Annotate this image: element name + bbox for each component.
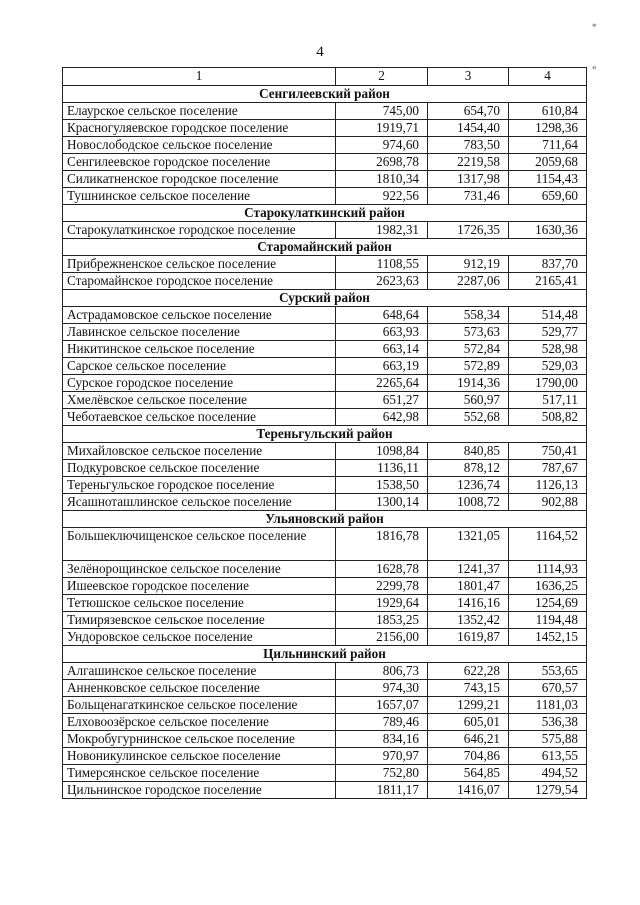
- value-cell-col3: 704,86: [428, 748, 509, 765]
- table-row: [63, 714, 587, 731]
- settlement-name-cell: Алгашинское сельское поселение: [63, 663, 336, 680]
- margin-mark-mid: «: [592, 62, 597, 72]
- table-row: [63, 307, 587, 324]
- settlement-name-cell: Красногуляевское городское поселение: [63, 120, 336, 137]
- region-header-row: [63, 646, 587, 663]
- table-row: [63, 120, 587, 137]
- value-cell-col4: 2165,41: [509, 273, 587, 290]
- settlement-name-cell: Сурское городское поселение: [63, 375, 336, 392]
- settlement-name-cell: Тетюшское сельское поселение: [63, 595, 336, 612]
- value-cell-col3: 560,97: [428, 392, 509, 409]
- value-cell-col2: 1810,34: [336, 171, 428, 188]
- value-cell-col3: 572,89: [428, 358, 509, 375]
- region-name: Старокулаткинский район: [63, 205, 587, 222]
- settlement-name-cell: Прибрежненское сельское поселение: [63, 256, 336, 273]
- column-header: 2: [336, 68, 428, 86]
- value-cell-col3: 1321,05: [428, 528, 509, 561]
- table-row: [63, 680, 587, 697]
- value-cell-col4: 2059,68: [509, 154, 587, 171]
- value-cell-col4: 902,88: [509, 494, 587, 511]
- value-cell-col2: 1816,78: [336, 528, 428, 561]
- value-cell-col4: 1114,93: [509, 561, 587, 578]
- value-cell-col2: 651,27: [336, 392, 428, 409]
- value-cell-col4: 837,70: [509, 256, 587, 273]
- value-cell-col2: 974,60: [336, 137, 428, 154]
- settlement-name-cell: Тимерсянское сельское поселение: [63, 765, 336, 782]
- value-cell-col2: 974,30: [336, 680, 428, 697]
- table-row: [63, 256, 587, 273]
- column-header: 3: [428, 68, 509, 86]
- value-cell-col4: 1452,15: [509, 629, 587, 646]
- value-cell-col2: 1811,17: [336, 782, 428, 799]
- value-cell-col2: 2265,64: [336, 375, 428, 392]
- header-row: [63, 68, 587, 86]
- value-cell-col2: 806,73: [336, 663, 428, 680]
- settlement-name-cell: Зелёнорощинское сельское поселение: [63, 561, 336, 578]
- value-cell-col3: 1914,36: [428, 375, 509, 392]
- value-cell-col2: 648,64: [336, 307, 428, 324]
- table-row: [63, 273, 587, 290]
- table-row: [63, 154, 587, 171]
- table-row: [63, 477, 587, 494]
- settlement-name-cell: Астрадамовское сельское поселение: [63, 307, 336, 324]
- value-cell-col3: 564,85: [428, 765, 509, 782]
- region-name: Цильнинский район: [63, 646, 587, 663]
- table-row: [63, 341, 587, 358]
- value-cell-col4: 610,84: [509, 103, 587, 120]
- settlement-name-cell: Подкуровское сельское поселение: [63, 460, 336, 477]
- value-cell-col2: 663,19: [336, 358, 428, 375]
- value-cell-col3: 912,19: [428, 256, 509, 273]
- table-row: [63, 731, 587, 748]
- settlement-name-cell: Никитинское сельское поселение: [63, 341, 336, 358]
- value-cell-col4: 529,77: [509, 324, 587, 341]
- value-cell-col4: 750,41: [509, 443, 587, 460]
- value-cell-col4: 1298,36: [509, 120, 587, 137]
- value-cell-col3: 1008,72: [428, 494, 509, 511]
- table-row: [63, 460, 587, 477]
- value-cell-col4: 670,57: [509, 680, 587, 697]
- value-cell-col2: 1853,25: [336, 612, 428, 629]
- settlement-name-cell: Ундоровское сельское поселение: [63, 629, 336, 646]
- value-cell-col3: 558,34: [428, 307, 509, 324]
- table-row: [63, 663, 587, 680]
- value-cell-col3: 1726,35: [428, 222, 509, 239]
- table-row: [63, 324, 587, 341]
- value-cell-col4: 711,64: [509, 137, 587, 154]
- value-cell-col3: 743,15: [428, 680, 509, 697]
- table-row: [63, 358, 587, 375]
- value-cell-col4: 529,03: [509, 358, 587, 375]
- value-cell-col4: 508,82: [509, 409, 587, 426]
- settlement-name-cell: Михайловское сельское поселение: [63, 443, 336, 460]
- table-row: [63, 782, 587, 799]
- value-cell-col4: 575,88: [509, 731, 587, 748]
- region-header-row: [63, 290, 587, 307]
- value-cell-col3: 1317,98: [428, 171, 509, 188]
- value-cell-col2: 1657,07: [336, 697, 428, 714]
- settlement-name-cell: Сенгилеевское городское поселение: [63, 154, 336, 171]
- settlement-name-cell: Лавинское сельское поселение: [63, 324, 336, 341]
- margin-mark-top: *: [592, 22, 597, 32]
- value-cell-col2: 834,16: [336, 731, 428, 748]
- value-cell-col2: 745,00: [336, 103, 428, 120]
- table-row: [63, 222, 587, 239]
- table-row: [63, 375, 587, 392]
- table-row: [63, 443, 587, 460]
- value-cell-col4: 1636,25: [509, 578, 587, 595]
- settlement-name-cell: Мокробугурнинское сельское поселение: [63, 731, 336, 748]
- table-row: [63, 171, 587, 188]
- table-row: [63, 612, 587, 629]
- table-row: [63, 409, 587, 426]
- value-cell-col3: 2219,58: [428, 154, 509, 171]
- value-cell-col2: 663,14: [336, 341, 428, 358]
- value-cell-col4: 613,55: [509, 748, 587, 765]
- settlement-name-cell: Новослободское сельское поселение: [63, 137, 336, 154]
- value-cell-col4: 1254,69: [509, 595, 587, 612]
- settlement-name-cell: Хмелёвское сельское поселение: [63, 392, 336, 409]
- value-cell-col3: 1619,87: [428, 629, 509, 646]
- value-cell-col3: 1241,37: [428, 561, 509, 578]
- value-cell-col3: 1454,40: [428, 120, 509, 137]
- region-header-row: [63, 426, 587, 443]
- value-cell-col2: 1982,31: [336, 222, 428, 239]
- table-row: [63, 103, 587, 120]
- value-cell-col3: 646,21: [428, 731, 509, 748]
- region-header-row: [63, 511, 587, 528]
- table-row: [63, 697, 587, 714]
- value-cell-col2: 663,93: [336, 324, 428, 341]
- value-cell-col2: 1136,11: [336, 460, 428, 477]
- page-number: 4: [316, 44, 324, 60]
- region-header-row: [63, 86, 587, 103]
- settlement-name-cell: Ишеевское городское поселение: [63, 578, 336, 595]
- value-cell-col4: 1164,52: [509, 528, 587, 561]
- value-cell-col4: 659,60: [509, 188, 587, 205]
- value-cell-col3: 1801,47: [428, 578, 509, 595]
- settlement-name-cell: Большеключищенское сельское поселение: [63, 528, 336, 561]
- value-cell-col4: 494,52: [509, 765, 587, 782]
- table-row: [63, 595, 587, 612]
- value-cell-col4: 787,67: [509, 460, 587, 477]
- settlement-name-cell: Ясашноташлинское сельское поселение: [63, 494, 336, 511]
- settlement-name-cell: Больщенагаткинское сельское поселение: [63, 697, 336, 714]
- data-table: [62, 67, 587, 799]
- value-cell-col2: 2623,63: [336, 273, 428, 290]
- column-header: 1: [63, 68, 336, 86]
- table-row: [63, 392, 587, 409]
- value-cell-col2: 1919,71: [336, 120, 428, 137]
- region-header-row: [63, 205, 587, 222]
- value-cell-col4: 1279,54: [509, 782, 587, 799]
- settlement-name-cell: Старомайнское городское поселение: [63, 273, 336, 290]
- table-row: [63, 494, 587, 511]
- value-cell-col2: 2299,78: [336, 578, 428, 595]
- value-cell-col4: 1790,00: [509, 375, 587, 392]
- settlement-name-cell: Анненковское сельское поселение: [63, 680, 336, 697]
- settlement-name-cell: Елаурское сельское поселение: [63, 103, 336, 120]
- region-name: Сенгилеевский район: [63, 86, 587, 103]
- value-cell-col4: 1181,03: [509, 697, 587, 714]
- region-name: Старомайнский район: [63, 239, 587, 256]
- value-cell-col2: 2698,78: [336, 154, 428, 171]
- value-cell-col4: 536,38: [509, 714, 587, 731]
- settlement-name-cell: Цильнинское городское поселение: [63, 782, 336, 799]
- value-cell-col3: 622,28: [428, 663, 509, 680]
- value-cell-col2: 1098,84: [336, 443, 428, 460]
- region-header-row: [63, 239, 587, 256]
- settlement-name-cell: Тимирязевское сельское поселение: [63, 612, 336, 629]
- value-cell-col2: 1538,50: [336, 477, 428, 494]
- value-cell-col3: 878,12: [428, 460, 509, 477]
- settlement-name-cell: Новоникулинское сельское поселение: [63, 748, 336, 765]
- value-cell-col2: 642,98: [336, 409, 428, 426]
- value-cell-col3: 2287,06: [428, 273, 509, 290]
- table-body: [63, 86, 587, 799]
- table-row: [63, 188, 587, 205]
- value-cell-col2: 970,97: [336, 748, 428, 765]
- value-cell-col4: 1126,13: [509, 477, 587, 494]
- value-cell-col3: 573,63: [428, 324, 509, 341]
- settlement-name-cell: Старокулаткинское городское поселение: [63, 222, 336, 239]
- value-cell-col2: 1108,55: [336, 256, 428, 273]
- value-cell-col3: 654,70: [428, 103, 509, 120]
- value-cell-col3: 1236,74: [428, 477, 509, 494]
- table-row: [63, 765, 587, 782]
- settlement-name-cell: Елховоозёрское сельское поселение: [63, 714, 336, 731]
- value-cell-col4: 553,65: [509, 663, 587, 680]
- settlement-name-cell: Тереньгульское городское поселение: [63, 477, 336, 494]
- value-cell-col3: 731,46: [428, 188, 509, 205]
- region-name: Сурский район: [63, 290, 587, 307]
- value-cell-col2: 1628,78: [336, 561, 428, 578]
- value-cell-col3: 605,01: [428, 714, 509, 731]
- value-cell-col3: 783,50: [428, 137, 509, 154]
- value-cell-col3: 572,84: [428, 341, 509, 358]
- value-cell-col3: 552,68: [428, 409, 509, 426]
- table-row: [63, 528, 587, 561]
- settlement-name-cell: Силикатненское городское поселение: [63, 171, 336, 188]
- settlement-name-cell: Тушнинское сельское поселение: [63, 188, 336, 205]
- column-header: 4: [509, 68, 587, 86]
- region-name: Тереньгульский район: [63, 426, 587, 443]
- settlement-name-cell: Сарское сельское поселение: [63, 358, 336, 375]
- value-cell-col3: 1299,21: [428, 697, 509, 714]
- value-cell-col4: 1194,48: [509, 612, 587, 629]
- table-row: [63, 137, 587, 154]
- table-row: [63, 578, 587, 595]
- table-row: [63, 561, 587, 578]
- table-row: [63, 629, 587, 646]
- value-cell-col4: 1630,36: [509, 222, 587, 239]
- value-cell-col3: 840,85: [428, 443, 509, 460]
- value-cell-col4: 528,98: [509, 341, 587, 358]
- value-cell-col4: 514,48: [509, 307, 587, 324]
- value-cell-col2: 2156,00: [336, 629, 428, 646]
- region-name: Ульяновский район: [63, 511, 587, 528]
- value-cell-col3: 1416,16: [428, 595, 509, 612]
- value-cell-col2: 1300,14: [336, 494, 428, 511]
- value-cell-col2: 789,46: [336, 714, 428, 731]
- value-cell-col2: 1929,64: [336, 595, 428, 612]
- value-cell-col4: 517,11: [509, 392, 587, 409]
- value-cell-col2: 752,80: [336, 765, 428, 782]
- settlement-name-cell: Чеботаевское сельское поселение: [63, 409, 336, 426]
- value-cell-col3: 1352,42: [428, 612, 509, 629]
- value-cell-col3: 1416,07: [428, 782, 509, 799]
- table-row: [63, 748, 587, 765]
- value-cell-col4: 1154,43: [509, 171, 587, 188]
- value-cell-col2: 922,56: [336, 188, 428, 205]
